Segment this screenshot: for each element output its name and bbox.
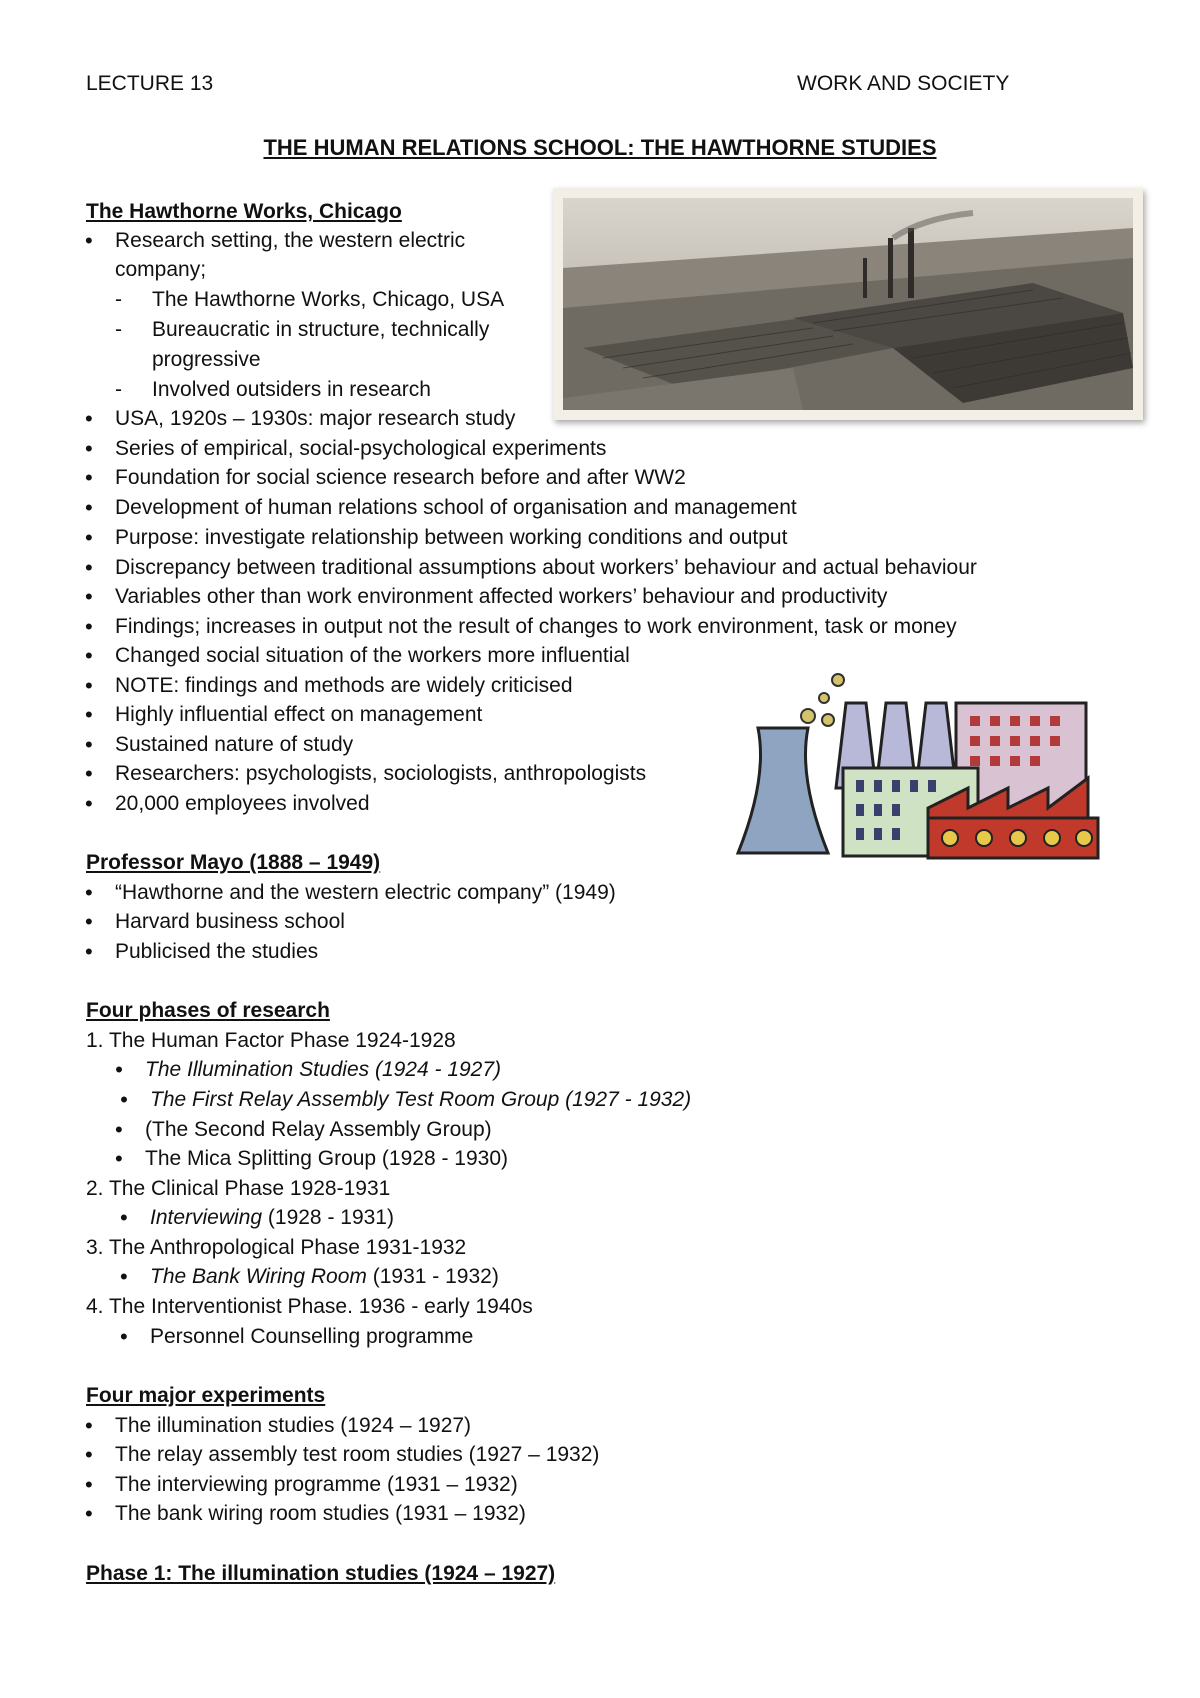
section-heading-mayo: Professor Mayo (1888 – 1949) bbox=[86, 851, 381, 874]
section-heading-phase1: Phase 1: The illumination studies (1924 – 1927) bbox=[86, 1562, 556, 1585]
list-item: • NOTE: findings and methods are widely criticised bbox=[115, 671, 573, 701]
list-item: • The Illumination Studies (1924 - 1927) bbox=[145, 1055, 501, 1085]
sub-list-item: - Bureaucratic in structure, technically bbox=[152, 315, 489, 345]
list-item: • (The Second Relay Assembly Group) bbox=[145, 1115, 492, 1145]
list-item bbox=[150, 1262, 499, 1292]
course-label: WORK AND SOCIETY bbox=[797, 72, 1010, 95]
list-item: • The relay assembly test room studies (1927 – 1932) bbox=[115, 1440, 599, 1470]
phase-1-title: 1. The Human Factor Phase 1924-1928 bbox=[86, 1029, 456, 1052]
list-item: • Personnel Counselling programme bbox=[150, 1322, 473, 1352]
list-item: • The Mica Splitting Group (1928 - 1930) bbox=[145, 1144, 508, 1174]
list-item-continuation: company; bbox=[115, 258, 207, 281]
list-item: • Foundation for social science research before and after WW2 bbox=[115, 463, 686, 493]
list-item: • 20,000 employees involved bbox=[115, 789, 370, 819]
section-heading-experiments: Four major experiments bbox=[86, 1384, 326, 1407]
list-item: • Findings; increases in output not the result of changes to work environment, task or money bbox=[115, 612, 957, 642]
list-item-rest: (1931 - 1932) bbox=[366, 1265, 499, 1288]
factory-clipart-icon bbox=[728, 668, 1118, 873]
list-item bbox=[150, 1203, 394, 1233]
phase-4-title: 4. The Interventionist Phase. 1936 - early 1940s bbox=[86, 1295, 533, 1318]
lecture-label: LECTURE 13 bbox=[86, 72, 214, 95]
phase-3-title: 3. The Anthropological Phase 1931-1932 bbox=[86, 1236, 467, 1259]
list-item: • Sustained nature of study bbox=[115, 730, 353, 760]
list-item: • The bank wiring room studies (1931 – 1932) bbox=[115, 1499, 526, 1529]
document-title: THE HUMAN RELATIONS SCHOOL: THE HAWTHORNE STUDIES bbox=[263, 135, 937, 160]
list-item: • Research setting, the western electric bbox=[115, 226, 465, 256]
list-item: • Variables other than work environment affected workers’ behaviour and productivity bbox=[115, 582, 887, 612]
sub-list-item-continuation: progressive bbox=[152, 348, 261, 371]
list-item: • USA, 1920s – 1930s: major research study bbox=[115, 404, 515, 434]
factory-photo bbox=[553, 188, 1143, 420]
list-item: • Researchers: psychologists, sociologists, anthropologists bbox=[115, 759, 646, 789]
list-item: • The First Relay Assembly Test Room Group (1927 - 1932) bbox=[150, 1085, 691, 1115]
sub-list-item: - The Hawthorne Works, Chicago, USA bbox=[152, 285, 504, 315]
list-item: • Highly influential effect on management bbox=[115, 700, 482, 730]
list-item: • Purpose: investigate relationship between working conditions and output bbox=[115, 523, 787, 553]
list-item: • Development of human relations school of organisation and management bbox=[115, 493, 797, 523]
list-item-italic: The Bank Wiring Room bbox=[150, 1265, 367, 1288]
sub-list-item: - Involved outsiders in research bbox=[152, 375, 431, 405]
list-item-italic: Interviewing bbox=[150, 1206, 263, 1229]
list-item: • Publicised the studies bbox=[115, 937, 318, 967]
list-item: • The illumination studies (1924 – 1927) bbox=[115, 1411, 471, 1441]
list-item-rest: (1928 - 1931) bbox=[262, 1206, 394, 1229]
list-item: • Discrepancy between traditional assumptions about workers’ behaviour and actual behaviour bbox=[115, 553, 977, 583]
list-item: • “Hawthorne and the western electric company” (1949) bbox=[115, 878, 616, 908]
list-item: • Harvard business school bbox=[115, 907, 345, 937]
phase-2-title: 2. The Clinical Phase 1928-1931 bbox=[86, 1177, 391, 1200]
list-item: • Changed social situation of the workers more influential bbox=[115, 641, 630, 671]
list-item: • Series of empirical, social-psychological experiments bbox=[115, 434, 606, 464]
section-heading-hawthorne: The Hawthorne Works, Chicago bbox=[86, 200, 402, 223]
section-heading-phases: Four phases of research bbox=[86, 999, 330, 1022]
list-item: • The interviewing programme (1931 – 1932) bbox=[115, 1470, 518, 1500]
